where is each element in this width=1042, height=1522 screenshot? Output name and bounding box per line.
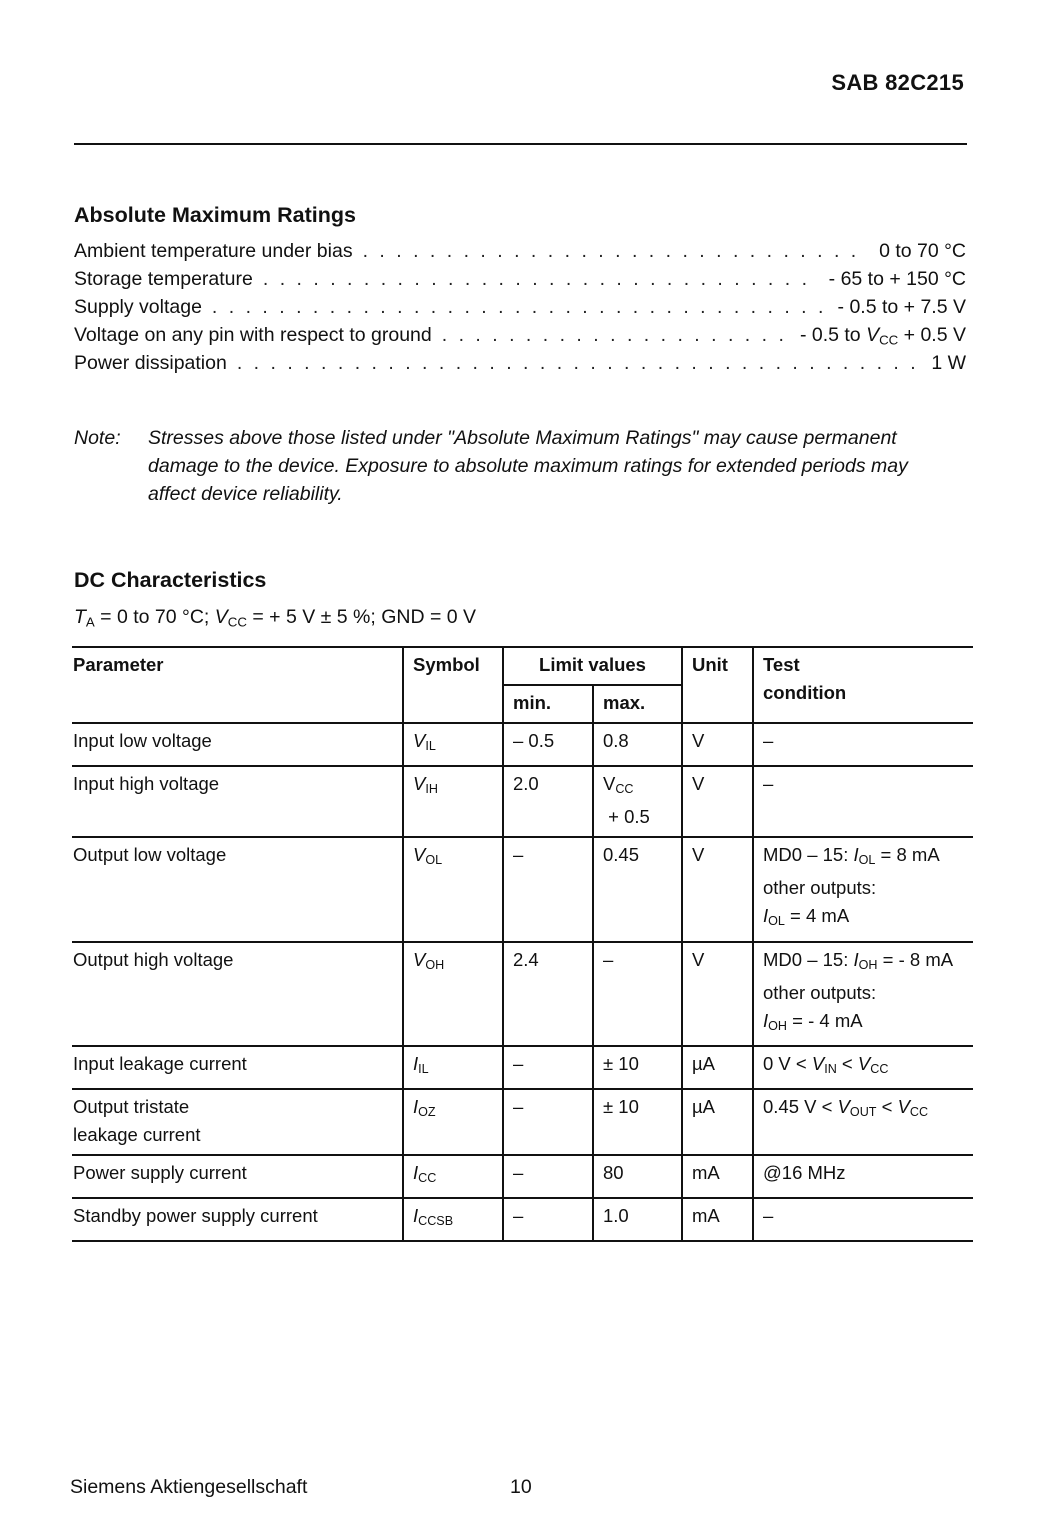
cell-parameter: Standby power supply current <box>72 1198 403 1241</box>
cell-test: – <box>753 766 973 837</box>
rating-storage-temperature <box>74 268 966 296</box>
header-limit-values: Limit values <box>503 647 682 685</box>
cell-min: – 0.5 <box>503 723 593 766</box>
cell-symbol: $I_{IL}$ <box>403 1046 503 1089</box>
table-row <box>72 1046 973 1089</box>
rating-power-dissipation <box>74 352 966 380</box>
dc-characteristics-table <box>72 646 973 1242</box>
cell-min: 2.4 <box>503 942 593 1046</box>
table-row <box>72 1089 973 1155</box>
dc-conditions: $T_A = 0$ to 70 °C; $V_{CC}$ = + 5 V ± 5 %; GND = 0 V <box>74 606 477 630</box>
absolute-max-list <box>74 240 966 380</box>
note-label: Note: <box>74 427 121 449</box>
dc-characteristics-title: DC Characteristics <box>74 568 267 592</box>
header-max: max. <box>593 685 682 723</box>
rating-ambient-temperature <box>74 240 966 268</box>
cell-unit: V <box>682 766 753 837</box>
cell-min: 2.0 <box>503 766 593 837</box>
cell-test: 0 $V < V_{IN} < V_{CC}$ <box>753 1046 973 1089</box>
header-rule <box>74 143 967 145</box>
header-unit: Unit <box>682 647 753 723</box>
cell-unit: V <box>682 942 753 1046</box>
table-row <box>72 766 973 837</box>
cell-max: ± 10 <box>593 1046 682 1089</box>
cell-max: – <box>593 942 682 1046</box>
document-id: SAB 82C215 <box>831 70 964 95</box>
rating-pin-voltage <box>74 324 966 352</box>
cell-symbol: $I_{CC}$ <box>403 1155 503 1198</box>
table-row <box>72 723 973 766</box>
cell-symbol: $V_{IH}$ <box>403 766 503 837</box>
cell-test: – <box>753 1198 973 1241</box>
cell-parameter: Input low voltage <box>72 723 403 766</box>
cell-parameter: Input high voltage <box>72 766 403 837</box>
leader-dots <box>237 352 921 375</box>
cell-test: MD0 – 15: $I_{OL} = 8$ mA other outputs: $I_{OL} = 4$ mA <box>753 837 973 941</box>
cell-unit: µA <box>682 1046 753 1089</box>
table-row <box>72 942 973 1046</box>
cell-parameter: Output tristate leakage current <box>72 1089 403 1155</box>
leader-dots <box>442 324 790 347</box>
rating-value: - 65 to + 150 °C <box>828 268 966 290</box>
note-text: Stresses above those listed under "Absolute Maximum Ratings" may cause permanent damage to the device. Exposure to absolute maximum ratings for extended periods may affect device reliability. <box>148 427 908 505</box>
cell-unit: mA <box>682 1198 753 1241</box>
cell-max: 80 <box>593 1155 682 1198</box>
cell-test: 0.45 $V < V_{OUT} < V_{CC}$ <box>753 1089 973 1155</box>
cell-max: ± 10 <box>593 1089 682 1155</box>
cell-min: – <box>503 1198 593 1241</box>
cell-parameter: Output high voltage <box>72 942 403 1046</box>
table-row <box>72 1198 973 1241</box>
cell-symbol: $I_{CCSB}$ <box>403 1198 503 1241</box>
rating-supply-voltage <box>74 296 966 324</box>
cell-parameter: Input leakage current <box>72 1046 403 1089</box>
cell-max: 1.0 <box>593 1198 682 1241</box>
cell-max: $V_{CC}$ + 0.5 <box>593 766 682 837</box>
cell-unit: V <box>682 837 753 941</box>
leader-dots <box>263 268 819 291</box>
cell-min: – <box>503 1089 593 1155</box>
header-parameter: Parameter <box>72 647 403 723</box>
table-row <box>72 1155 973 1198</box>
cell-test: – <box>753 723 973 766</box>
rating-label: Power dissipation <box>74 352 227 374</box>
cell-unit: µA <box>682 1089 753 1155</box>
cell-symbol: $V_{OL}$ <box>403 837 503 941</box>
leader-dots <box>212 296 828 319</box>
note <box>74 424 954 508</box>
rating-value: 0 to 70 °C <box>879 240 966 262</box>
cell-symbol: $V_{OH}$ <box>403 942 503 1046</box>
rating-value: - 0.5 to + 7.5 V <box>837 296 966 318</box>
cell-parameter: Power supply current <box>72 1155 403 1198</box>
leader-dots <box>363 240 869 263</box>
header-test-condition: Test condition <box>753 647 973 723</box>
cell-max: 0.8 <box>593 723 682 766</box>
cell-min: – <box>503 1046 593 1089</box>
header-symbol: Symbol <box>403 647 503 723</box>
rating-value: - 0.5 to $V_{CC} + 0.5$ V <box>799 324 966 348</box>
rating-label: Supply voltage <box>74 296 202 318</box>
footer-company: Siemens Aktiengesellschaft <box>70 1476 308 1498</box>
rating-label: Voltage on any pin with respect to ground <box>74 324 432 346</box>
rating-label: Storage temperature <box>74 268 253 290</box>
cell-symbol: $V_{IL}$ <box>403 723 503 766</box>
cell-test: @16 MHz <box>753 1155 973 1198</box>
table-row <box>72 837 973 941</box>
cell-test: MD0 – 15: $I_{OH}$ = - 8 mA other outputs: $I_{OH}$ = - 4 mA <box>753 942 973 1046</box>
cell-min: – <box>503 1155 593 1198</box>
absolute-max-title: Absolute Maximum Ratings <box>74 203 356 227</box>
cell-max: 0.45 <box>593 837 682 941</box>
rating-value: 1 W <box>931 352 966 374</box>
header-min: min. <box>503 685 593 723</box>
page-number: 10 <box>510 1476 532 1498</box>
cell-unit: V <box>682 723 753 766</box>
cell-min: – <box>503 837 593 941</box>
cell-symbol: $I_{OZ}$ <box>403 1089 503 1155</box>
cell-unit: mA <box>682 1155 753 1198</box>
table-header-row <box>72 647 973 685</box>
rating-label: Ambient temperature under bias <box>74 240 353 262</box>
cell-parameter: Output low voltage <box>72 837 403 941</box>
